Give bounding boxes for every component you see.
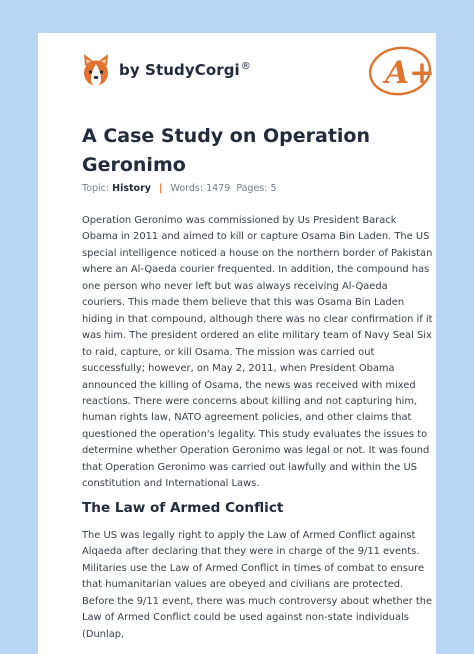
intro-paragraph: Operation Geronimo was commissioned by Us President Barack Obama in 2011 and aimed to kill or capture Osama Bin Laden. The US special intelligence noticed a house on the northern border of Pakistan where an Al-Qaeda courier frequented. In addition, the compound has one person who never left but was always receiving Al-Qaeda couriers. This made them believe that this was Osama Bin Laden hiding in that compound, although there was no clear confirmation if it was him. The president ordered an elite military team of Navy Seal Six to raid, capture, or kill Osama. The mission was carried out successfully; however, on May 2, 2011, when President Obama announced the killing of Osama, the news was received with mixed reactions. There were concerns about killing and not capturing him, human rights law, NATO agreement policies, and other claims that questioned the operation's legality. This study evaluates the issues to determine whether Operation Geronimo was legal or not. It was found that Operation Geronimo was carried out lawfully and within the US constitution and International Laws. xyxy=(82,215,433,490)
section-heading: The Law of Armed Conflict xyxy=(82,500,284,516)
word-count: Words: 1479 xyxy=(170,183,231,194)
topic-link[interactable]: History xyxy=(112,183,151,194)
site-header xyxy=(82,53,251,87)
document-page xyxy=(38,33,436,654)
page-count: Pages: 5 xyxy=(236,183,277,194)
section-paragraph: The US was legally right to apply the Law of Armed Conflict against Alqaeda after declaring that they were in charge of the 9/11 events. Militaries use the Law of Armed Conflict in times of combat to ensure that humanitarian values are obeyed and civilians are protected. Before the 9/11 event, there was much controversy about whether the Law of Armed Conflict could be used against non-state individuals (Dunlap, xyxy=(82,530,433,640)
meta-separator: | xyxy=(158,183,163,194)
grade-text: A+ xyxy=(385,55,436,91)
topic-label: Topic: xyxy=(82,183,110,194)
document-title: A Case Study on Operation Geronimo xyxy=(82,125,370,176)
a-plus-badge-icon xyxy=(366,42,436,98)
brand-name[interactable]: by StudyCorgi® xyxy=(119,61,251,79)
corgi-logo-icon[interactable] xyxy=(82,53,110,87)
trademark-symbol: ® xyxy=(240,61,251,72)
document-meta xyxy=(82,183,277,194)
